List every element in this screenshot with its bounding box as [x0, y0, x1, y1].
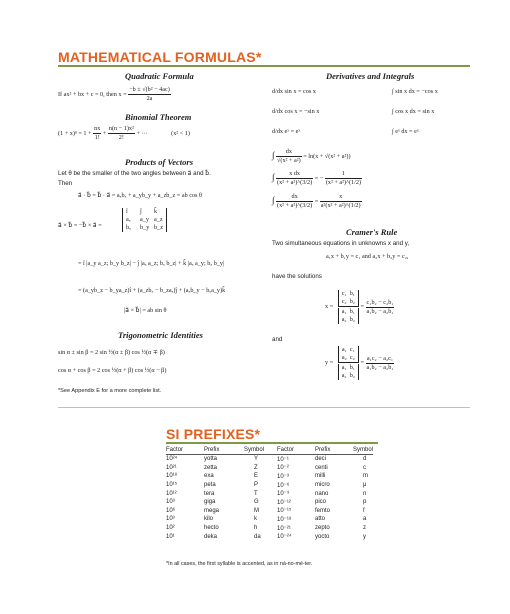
table-cell: kilo: [204, 516, 214, 523]
table-cell: hecto: [204, 525, 219, 532]
table-cell: peta: [204, 482, 216, 489]
table-cell: d: [363, 456, 367, 463]
table-cell: a: [363, 516, 367, 523]
table-cell: p: [363, 499, 367, 506]
binomial-heading: Binomial Theorem: [125, 112, 192, 122]
integral-ln: ∫ $\frac{dx}{\text{√(x² + a²)}}$ = ln(x + √(x² + a²)): [272, 148, 351, 164]
table-cell: T: [254, 490, 258, 497]
table-cell: h: [254, 525, 258, 532]
table-cell: micro: [315, 482, 330, 489]
table-cell: k: [254, 516, 257, 523]
si-title-rule: [166, 442, 378, 444]
table-cell: pico: [315, 499, 327, 506]
table-cell: y: [363, 533, 366, 540]
si-table-wrap: [166, 447, 373, 541]
table-cell: 10⁻¹²: [277, 499, 291, 506]
table-row: [166, 481, 373, 490]
binomial-formula: (1 + x)ⁿ = 1 + $\frac{nx}{1!}$ + $\frac{\text{n(n − 1)x²}}{2!}$ + ··· (x² < 1): [58, 125, 190, 141]
table-cell: z: [363, 525, 366, 532]
table-cell: deci: [315, 456, 327, 463]
col-header: Symbol: [244, 447, 277, 455]
integral-cos: ∫ cos x dx = sin x: [392, 108, 435, 115]
table-cell: milli: [315, 473, 326, 480]
math-title-rule: [58, 65, 470, 67]
col-header: Prefix: [204, 447, 244, 455]
cross-determinant: î ĵ k̂ aₓ a_y a_z bₓ b_y b_z: [122, 208, 167, 232]
derivative-cos: d/dx cos x = −sin x: [272, 108, 320, 115]
table-cell: Y: [254, 456, 259, 463]
table-cell: 10²: [166, 525, 175, 532]
table-cell: femto: [315, 507, 331, 514]
trig-heading: Trigonometric Identities: [118, 330, 203, 340]
table-cell: 10⁻¹: [277, 456, 289, 463]
table-cell: μ: [363, 482, 367, 489]
trig-sum-cos: cos α + cos β = 2 cos ½(α + β) cos ½(α − β): [58, 367, 167, 374]
table-row: [166, 455, 373, 464]
table-cell: 10¹⁵: [166, 482, 178, 489]
cramer-solutions-text: have the solutions: [272, 273, 322, 280]
table-cell: yocto: [315, 533, 330, 540]
derivatives-heading: Derivatives and Integrals: [326, 71, 415, 81]
cramer-equations: a₁x + b₁y = c₁ and a₂x + b₂y = c₂,: [326, 253, 409, 260]
si-footnote: *In all cases, the first syllable is accented, as in ná-no-mé-ter.: [166, 561, 313, 567]
table-cell: zepto: [315, 525, 330, 532]
cross-expansion: = î |a_y a_z; b_y b_z| − ĵ |aₓ a_z; bₓ b_z| + k̂ |aₓ a_y; bₓ b_y|: [78, 260, 225, 267]
table-cell: m: [363, 473, 368, 480]
cross-magnitude: |a⃗ × b⃗| = ab sin θ: [124, 307, 167, 314]
col-header: Factor: [166, 447, 204, 455]
table-row: [166, 515, 373, 524]
table-row: [166, 464, 373, 473]
table-cell: mega: [204, 507, 220, 514]
integral-x-dx: ∫ $\frac{\text{x dx}}{\text{(x² + a²)\textasciicircum{}(3/2)}}$ = − $\frac{1}{\text{(x² + a²)\textasciicircum{}(1/2)}}$: [272, 170, 362, 186]
table-cell: 10⁻²⁴: [277, 534, 292, 541]
col-header: Prefix: [315, 447, 353, 455]
vectors-heading: Products of Vectors: [125, 157, 193, 167]
derivative-exp: d/dx eˣ = eˣ: [272, 128, 301, 135]
cross-components: = (a_yb_z − b_ya_z)î + (a_zbₓ − b_zaₓ)ĵ + (aₓb_y − bₓa_y)k̂: [78, 287, 226, 294]
table-cell: 10¹: [166, 533, 175, 540]
cramer-y: y = a₁ c₁ a₂ c₂ a₁ b₁ a₂ b₂ = $\frac{\text{a₁c₂ − a₂c₁}}{\text{a₁b₂ − a₂b₁}}$: [325, 346, 394, 379]
table-cell: 10⁹: [166, 499, 176, 506]
table-cell: tera: [204, 490, 215, 497]
quadratic-heading: Quadratic Formula: [125, 71, 194, 81]
table-cell: 10⁶: [166, 507, 176, 514]
table-cell: exa: [204, 473, 214, 480]
table-cell: centi: [315, 464, 328, 471]
table-cell: deka: [204, 533, 218, 540]
table-cell: 10⁻⁹: [277, 491, 290, 498]
section-divider: [58, 407, 470, 408]
table-cell: 10¹⁸: [166, 473, 178, 480]
table-cell: P: [254, 482, 259, 489]
table-cell: atto: [315, 516, 326, 523]
table-cell: 10⁻²: [277, 465, 289, 472]
table-cell: zetta: [204, 464, 218, 471]
trig-sum-sin: sin α ± sin β = 2 sin ½(α ± β) cos ½(α ∓ β): [58, 349, 165, 356]
table-cell: c: [363, 464, 366, 471]
table-row: [166, 507, 373, 516]
si-table-header: [166, 447, 373, 455]
table-cell: E: [254, 473, 259, 480]
cramer-x: x = c₁ b₁ c₂ b₂ a₁ b₁ a₂ b₂ = $\frac{\text{c₁b₂ − c₂b₁}}{\text{a₁b₂ − a₂b₁}}$: [325, 290, 394, 323]
table-cell: da: [254, 533, 261, 540]
si-title: SI PREFIXES*: [166, 426, 261, 442]
table-cell: 10³: [166, 516, 175, 523]
col-header: Factor: [277, 447, 315, 455]
dot-product: a⃗ · b⃗ = b⃗ · a⃗ = aₓbₓ + a_yb_y + a_zb_z = ab cos θ: [78, 192, 202, 199]
table-cell: 10⁻¹⁵: [277, 508, 292, 515]
table-cell: G: [254, 499, 259, 506]
quadratic-formula: If ax² + bx + c = 0, then x = $\frac{\text{−b ± √(b² − 4ac)}}{2a}$: [58, 86, 170, 102]
vectors-intro: Let θ be the smaller of the two angles between a⃗ and b⃗.: [58, 170, 211, 177]
col-header: Symbol: [353, 447, 374, 453]
cramer-intro: Two simultaneous equations in unknowns x and y,: [272, 240, 410, 247]
table-cell: 10⁻²¹: [277, 525, 291, 532]
table-cell: f: [363, 507, 365, 514]
table-row: [166, 489, 373, 498]
table-row: [166, 498, 373, 507]
table-cell: 10⁻⁶: [277, 482, 290, 489]
table-cell: n: [363, 490, 367, 497]
cross-product-lhs: a⃗ × b⃗ = −b⃗ × a⃗ =: [58, 222, 102, 229]
table-cell: 10²¹: [166, 464, 177, 471]
table-cell: Z: [254, 464, 258, 471]
table-cell: giga: [204, 499, 216, 506]
table-cell: 10²⁴: [166, 456, 178, 463]
table-cell: 10⁻³: [277, 473, 289, 480]
integral-sin: ∫ sin x dx = −cos x: [392, 88, 438, 95]
math-title: MATHEMATICAL FORMULAS*: [58, 49, 262, 65]
table-row: [166, 524, 373, 533]
integral-exp: ∫ eˣ dx = eˣ: [392, 128, 419, 135]
cramer-and: and: [272, 336, 283, 343]
derivative-sin: d/dx sin x = cos x: [272, 88, 316, 95]
table-cell: 10⁻¹⁸: [277, 516, 292, 523]
table-row: [166, 532, 373, 541]
table-cell: nano: [315, 490, 329, 497]
vectors-then: Then: [58, 180, 73, 187]
si-table: [166, 447, 373, 541]
cramer-heading: Cramer's Rule: [346, 227, 398, 237]
integral-dx: ∫ $\frac{dx}{\text{(x² + a²)\textasciicircum{}(3/2)}}$ = $\frac{x}{\text{a²(x² + a²)\textasciicircum{}(1/2)}}$: [272, 193, 361, 209]
math-footnote: *See Appendix E for a more complete list.: [58, 388, 162, 394]
table-row: [166, 472, 373, 481]
table-cell: 10¹²: [166, 490, 177, 497]
table-cell: yotta: [204, 456, 218, 463]
table-cell: M: [254, 507, 259, 514]
